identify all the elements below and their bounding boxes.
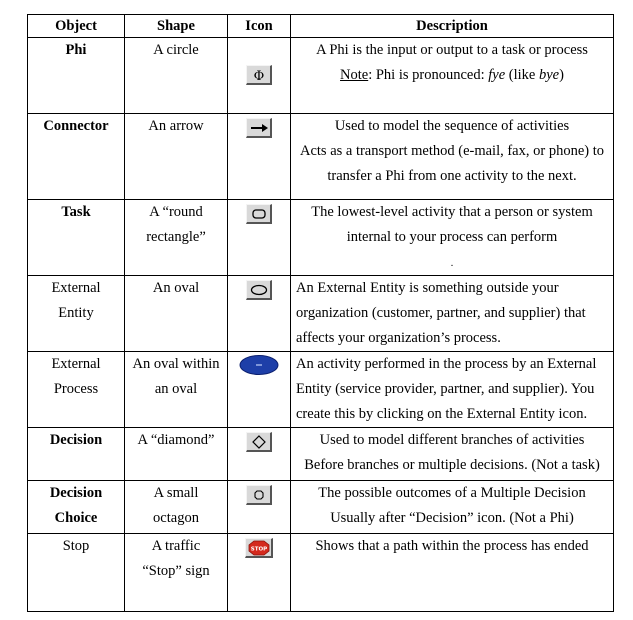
header-object: Object [28,15,125,38]
object-cell: External Entity [28,276,125,352]
object-cell: External Process [28,352,125,428]
description-cell: An External Entity is something outside your organization (customer, partner, and supplier) that affects your organization’s process. [291,276,614,352]
shape-cell: A traffic “Stop” sign [125,534,228,612]
shape-cell: A “diamond” [125,428,228,481]
note-label: Note [340,67,369,83]
icon-cell [228,352,291,428]
svg-text:Φ: Φ [253,69,265,84]
icon-cell [228,534,291,612]
icon-cell [228,114,291,200]
octagon-icon[interactable] [246,485,272,505]
object-cell: Decision Choice [28,481,125,534]
table-row [28,114,614,200]
header-icon: Icon [228,15,291,38]
diamond-icon[interactable] [246,432,272,452]
header-shape: Shape [125,15,228,38]
header-row [28,15,614,38]
description-cell: An activity performed in the process by an External Entity (service provider, partner, and supplier). You create this by clicking on the External Entity icon. [291,352,614,428]
description-cell: Shows that a path within the process has ended [291,534,614,612]
table-row [28,534,614,612]
phi-icon[interactable] [246,65,272,85]
table-row [28,38,614,114]
shape-cell: An oval within an oval [125,352,228,428]
object-cell: Task [28,200,125,276]
stop-sign-label: STOP [250,546,268,553]
shape-cell: An arrow [125,114,228,200]
icon-cell [228,38,291,114]
oval-icon[interactable] [246,280,272,300]
object-cell: Decision [28,428,125,481]
object-cell: Stop [28,534,125,612]
icon-cell [228,428,291,481]
description-cell: The possible outcomes of a Multiple Decision Usually after “Decision” icon. (Not a Phi) [291,481,614,534]
header-description: Description [291,15,614,38]
arrow-icon[interactable] [246,118,272,138]
description-cell: The lowest-level activity that a person or system internal to your process can perform . [291,200,614,276]
shape-cell: A small octagon [125,481,228,534]
icon-cell [228,481,291,534]
icon-cell [228,200,291,276]
table-row [28,481,614,534]
table-row [28,200,614,276]
description-cell: A Phi is the input or output to a task or process Note: Phi is pronounced: fye (like bye) [291,38,614,114]
shape-cell: An oval [125,276,228,352]
object-cell: Connector [28,114,125,200]
shape-cell: A circle [125,38,228,114]
description-cell: Used to model the sequence of activities Acts as a transport method (e-mail, fax, or phone) to transfer a Phi from one activity to the next. [291,114,614,200]
round-rectangle-icon[interactable] [246,204,272,224]
table-row [28,276,614,352]
filled-oval-icon[interactable] [239,354,279,376]
description-cell: Used to model different branches of activities Before branches or multiple decisions. (Not a task) [291,428,614,481]
shape-cell: A “round rectangle” [125,200,228,276]
stop-sign-icon[interactable] [245,538,273,558]
table-row [28,352,614,428]
object-cell: Phi [28,38,125,114]
icon-cell [228,276,291,352]
object-reference-table [27,14,614,612]
table-row [28,428,614,481]
